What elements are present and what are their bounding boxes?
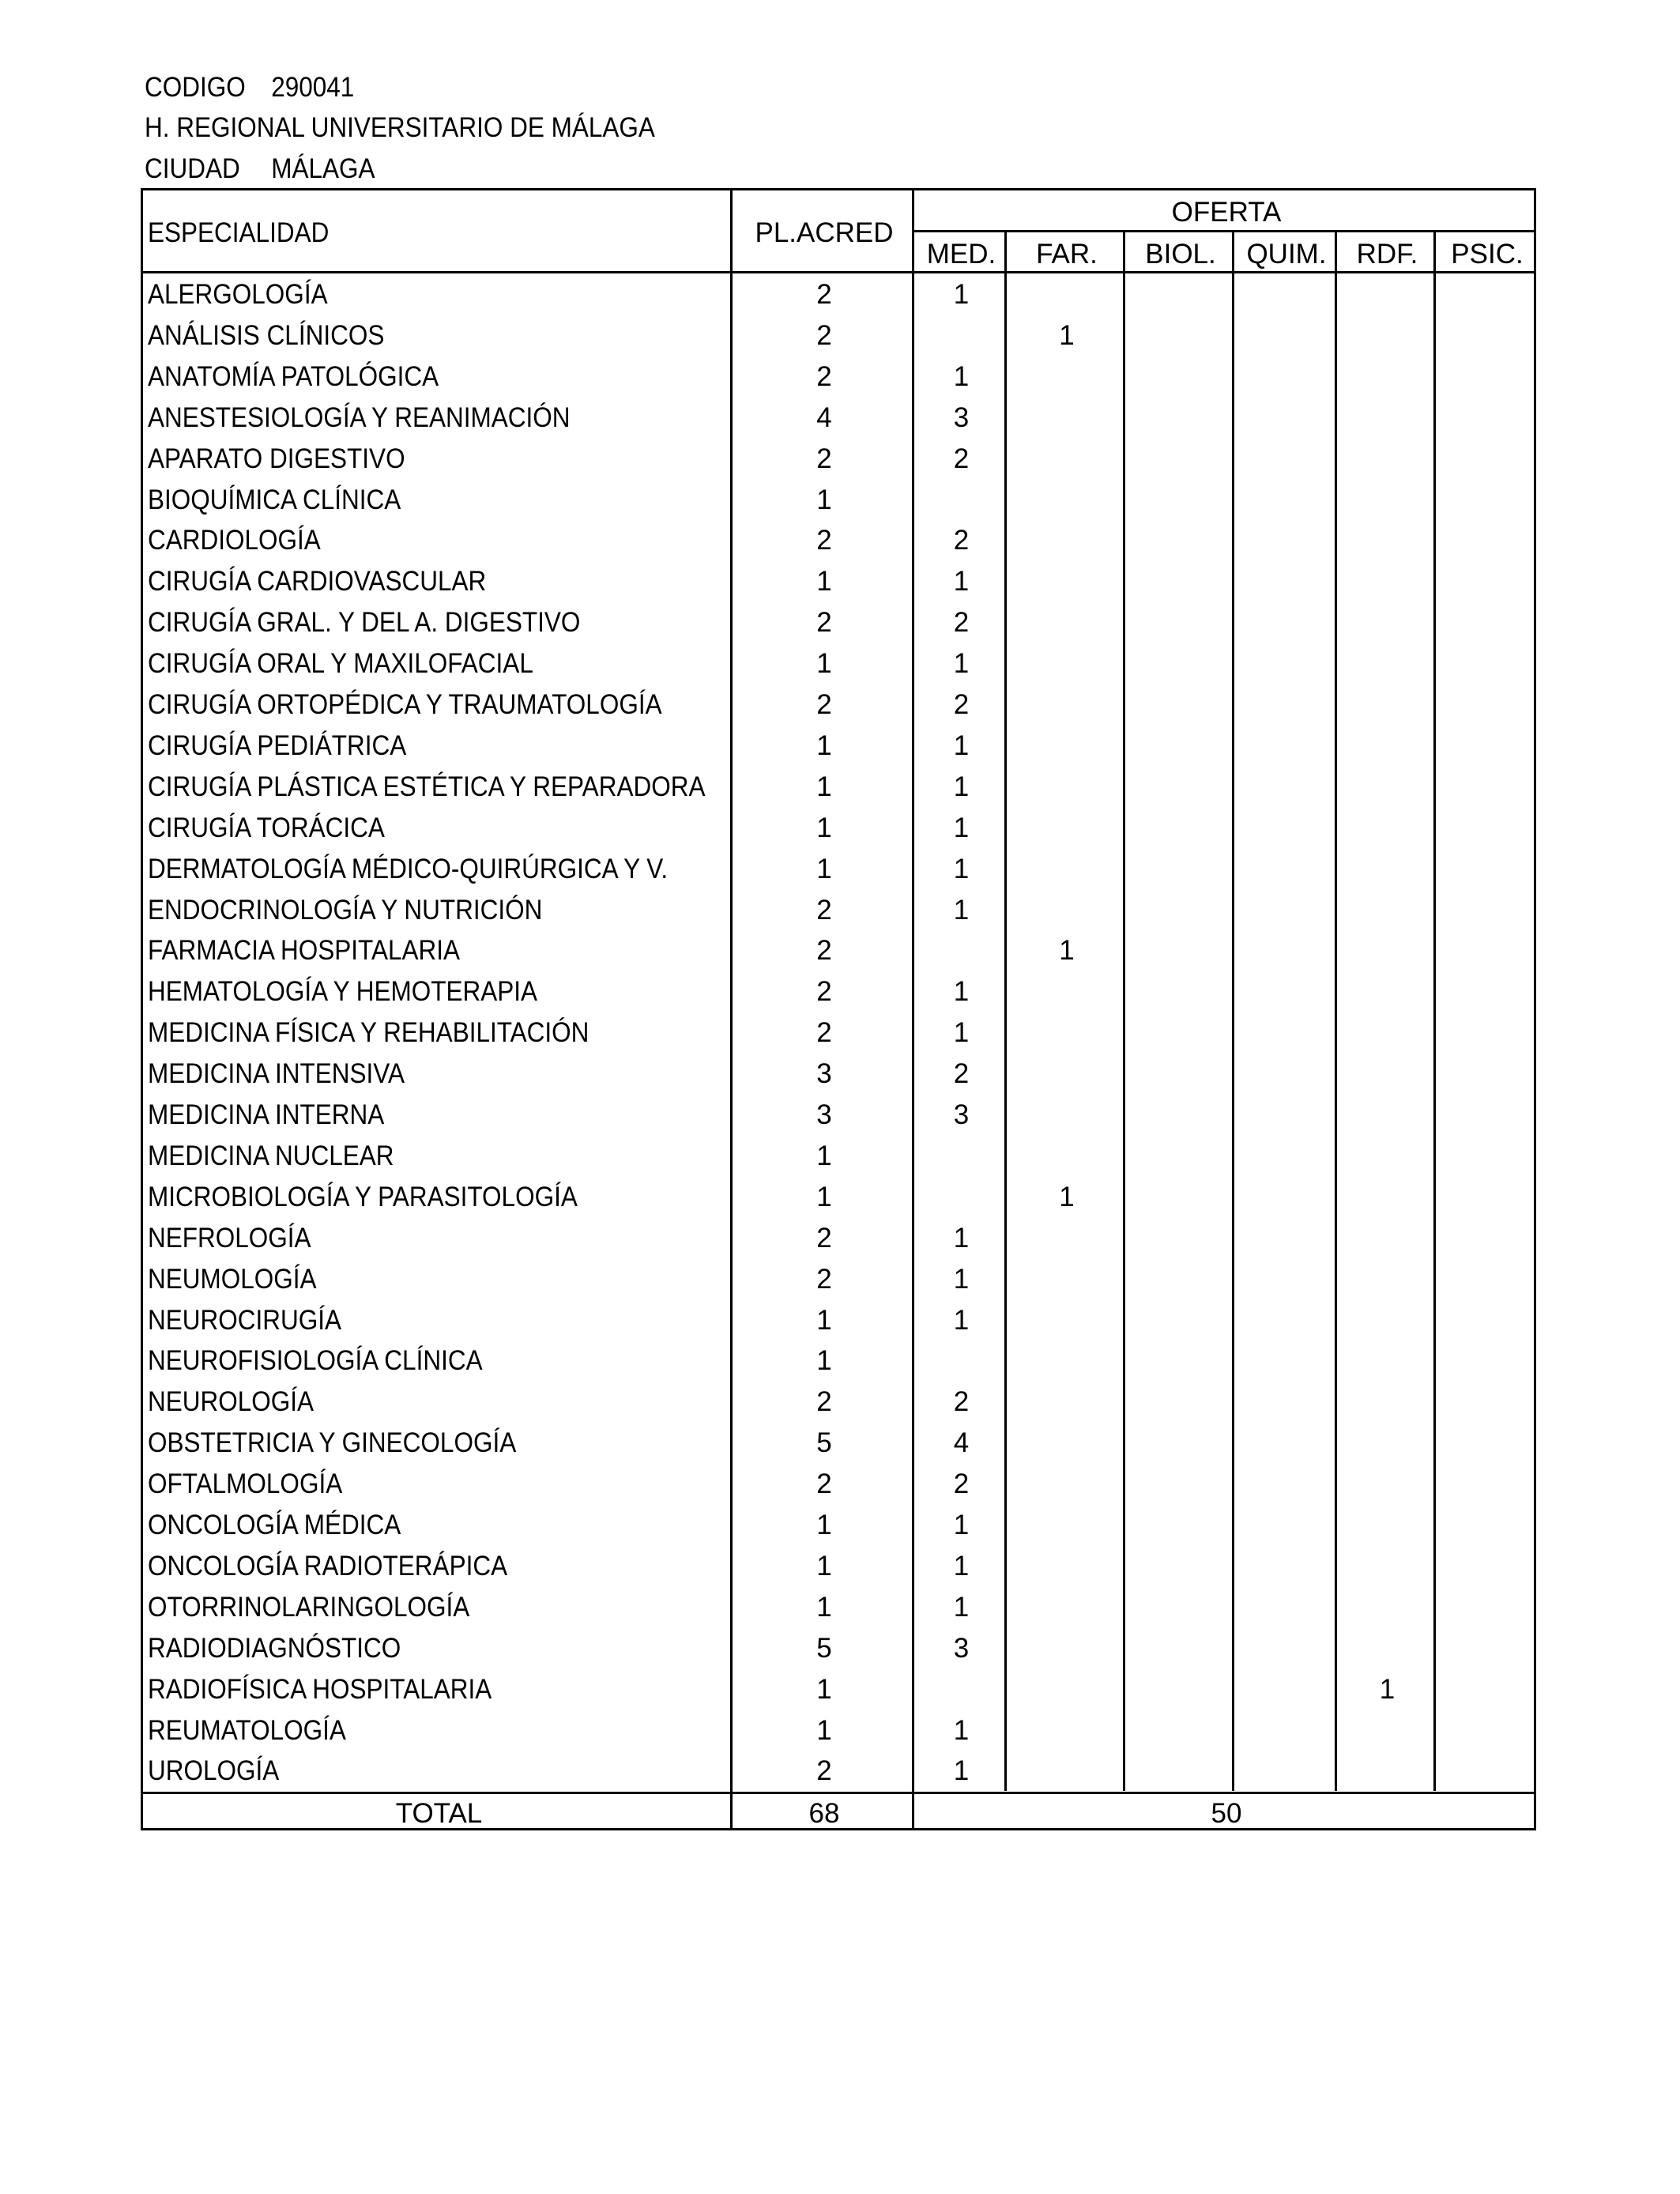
row-placred: 2 (816, 1468, 832, 1500)
row-med: 3 (953, 1632, 970, 1664)
row-med: 1 (953, 1263, 970, 1295)
row-placred: 2 (816, 935, 832, 967)
header-sub-med: MED. (926, 239, 996, 270)
row-especialidad: FARMACIA HOSPITALARIA (148, 935, 461, 967)
row-especialidad: ALERGOLOGÍA (148, 279, 328, 310)
row-especialidad: ANÁLISIS CLÍNICOS (148, 319, 385, 351)
row-med: 2 (953, 1058, 970, 1090)
row-far: 1 (1059, 935, 1075, 967)
row-placred: 5 (816, 1427, 832, 1459)
row-placred: 1 (816, 1181, 832, 1212)
row-especialidad: ENDOCRINOLOGÍA Y NUTRICIÓN (148, 894, 543, 925)
row-especialidad: MEDICINA INTERNA (148, 1099, 385, 1130)
row-med: 1 (953, 279, 970, 310)
row-especialidad: RADIODIAGNÓSTICO (148, 1632, 401, 1664)
row-med: 2 (953, 443, 970, 474)
header-sub-far: FAR. (1036, 239, 1098, 270)
row-especialidad: CIRUGÍA PEDIÁTRICA (148, 729, 407, 761)
row-especialidad: BIOQUÍMICA CLÍNICA (148, 484, 401, 515)
row-especialidad: CIRUGÍA ORAL Y MAXILOFACIAL (148, 648, 533, 680)
codigo-value: 290041 (271, 72, 355, 103)
row-especialidad: MEDICINA INTENSIVA (148, 1058, 405, 1090)
ciudad-value: MÁLAGA (271, 153, 375, 184)
row-especialidad: OFTALMOLOGÍA (148, 1468, 343, 1500)
row-placred: 4 (816, 401, 832, 433)
row-placred: 1 (816, 1550, 832, 1581)
row-placred: 1 (816, 812, 832, 843)
divider-especialidad-placred (730, 190, 733, 1830)
row-med: 1 (953, 1017, 970, 1049)
row-placred: 2 (816, 1386, 832, 1418)
row-placred: 1 (816, 1510, 832, 1540)
row-med: 1 (953, 853, 970, 884)
row-med: 1 (953, 1510, 970, 1540)
row-med: 1 (953, 1714, 970, 1746)
row-med: 1 (953, 976, 970, 1008)
row-especialidad: ANATOMÍA PATOLÓGICA (148, 360, 439, 392)
row-med: 4 (953, 1427, 970, 1459)
total-oferta: 50 (1211, 1798, 1242, 1830)
header-sub-biol: BIOL. (1145, 239, 1216, 270)
row-med: 1 (953, 360, 970, 392)
row-especialidad: REUMATOLOGÍA (148, 1714, 346, 1746)
hospital-name: H. REGIONAL UNIVERSITARIO DE MÁLAGA (145, 112, 655, 143)
header-sub-quim: QUIM. (1246, 239, 1327, 270)
row-med: 3 (953, 401, 970, 433)
row-med: 2 (953, 1468, 970, 1500)
row-placred: 1 (816, 853, 832, 884)
row-placred: 2 (816, 607, 832, 639)
divider-oferta-subcolumn (1335, 231, 1337, 1791)
row-especialidad: ANESTESIOLOGÍA Y REANIMACIÓN (148, 401, 571, 433)
row-especialidad: HEMATOLOGÍA Y HEMOTERAPIA (148, 976, 538, 1008)
row-especialidad: DERMATOLOGÍA MÉDICO-QUIRÚRGICA Y V. (148, 853, 669, 884)
row-med: 1 (953, 771, 970, 802)
row-placred: 2 (816, 1017, 832, 1049)
row-med: 2 (953, 689, 970, 720)
row-placred: 2 (816, 689, 832, 720)
row-especialidad: CIRUGÍA ORTOPÉDICA Y TRAUMATOLOGÍA (148, 689, 662, 720)
row-placred: 1 (816, 1345, 832, 1377)
row-especialidad: NEUROCIRUGÍA (148, 1304, 342, 1336)
row-placred: 2 (816, 443, 832, 474)
plazas-table (141, 188, 1536, 1830)
row-placred: 2 (816, 976, 832, 1008)
header-sub-rdf: RDF. (1356, 239, 1418, 270)
row-placred: 1 (816, 1140, 832, 1171)
row-med: 1 (953, 566, 970, 598)
row-med: 1 (953, 729, 970, 761)
divider-oferta-header (913, 230, 1535, 232)
row-placred: 2 (816, 360, 832, 392)
row-rdf: 1 (1379, 1673, 1396, 1705)
row-placred: 2 (816, 1755, 832, 1787)
row-med: 1 (953, 1755, 970, 1787)
row-far: 1 (1059, 1181, 1075, 1212)
row-placred: 5 (816, 1632, 832, 1664)
row-placred: 1 (816, 1714, 832, 1746)
row-placred: 2 (816, 279, 832, 310)
divider-placred-oferta (912, 190, 914, 1830)
row-med: 1 (953, 894, 970, 925)
row-placred: 1 (816, 729, 832, 761)
row-placred: 1 (816, 484, 832, 515)
header-oferta: OFERTA (1171, 197, 1282, 228)
row-med: 1 (953, 1222, 970, 1253)
ciudad-label: CIUDAD (145, 153, 240, 184)
divider-oferta-subcolumn (1433, 231, 1436, 1791)
row-placred: 1 (816, 1673, 832, 1705)
row-especialidad: CIRUGÍA TORÁCICA (148, 812, 385, 843)
row-especialidad: CIRUGÍA PLÁSTICA ESTÉTICA Y REPARADORA (148, 771, 706, 802)
row-far: 1 (1059, 319, 1075, 351)
row-especialidad: NEUMOLOGÍA (148, 1263, 317, 1295)
row-placred: 3 (816, 1099, 832, 1130)
row-med: 2 (953, 525, 970, 556)
row-especialidad: ONCOLOGÍA RADIOTERÁPICA (148, 1550, 508, 1581)
row-placred: 1 (816, 1591, 832, 1623)
divider-total-top (142, 1792, 1535, 1794)
divider-oferta-subcolumn (1232, 231, 1234, 1791)
row-placred: 2 (816, 1222, 832, 1253)
row-med: 2 (953, 1386, 970, 1418)
row-especialidad: NEFROLOGÍA (148, 1222, 311, 1253)
total-placred: 68 (808, 1798, 840, 1830)
ciudad-line (145, 153, 375, 185)
row-especialidad: RADIOFÍSICA HOSPITALARIA (148, 1673, 492, 1705)
row-especialidad: NEUROLOGÍA (148, 1386, 315, 1418)
divider-oferta-subcolumn (1123, 231, 1125, 1791)
header-placred: PL.ACRED (755, 217, 894, 248)
divider-header-bottom (142, 271, 1535, 273)
row-especialidad: CIRUGÍA GRAL. Y DEL A. DIGESTIVO (148, 607, 581, 639)
header-sub-psic: PSIC. (1451, 239, 1524, 270)
row-especialidad: CIRUGÍA CARDIOVASCULAR (148, 566, 487, 598)
row-especialidad: MEDICINA FÍSICA Y REHABILITACIÓN (148, 1017, 590, 1049)
row-placred: 3 (816, 1058, 832, 1090)
row-placred: 1 (816, 566, 832, 598)
row-placred: 1 (816, 771, 832, 802)
row-especialidad: MEDICINA NUCLEAR (148, 1140, 394, 1171)
row-placred: 2 (816, 525, 832, 556)
codigo-line (145, 72, 355, 104)
row-med: 2 (953, 607, 970, 639)
row-especialidad: MICROBIOLOGÍA Y PARASITOLOGÍA (148, 1181, 578, 1212)
row-especialidad: CARDIOLOGÍA (148, 525, 321, 556)
row-especialidad: OBSTETRICIA Y GINECOLOGÍA (148, 1427, 517, 1459)
row-placred: 1 (816, 1304, 832, 1336)
row-med: 1 (953, 812, 970, 843)
row-especialidad: OTORRINOLARINGOLOGÍA (148, 1591, 470, 1623)
codigo-label: CODIGO (145, 72, 246, 103)
row-med: 1 (953, 1591, 970, 1623)
row-placred: 2 (816, 1263, 832, 1295)
row-med: 1 (953, 1304, 970, 1336)
row-placred: 2 (816, 319, 832, 351)
row-placred: 2 (816, 894, 832, 925)
total-label: TOTAL (395, 1798, 483, 1830)
row-especialidad: NEUROFISIOLOGÍA CLÍNICA (148, 1345, 483, 1377)
row-med: 1 (953, 648, 970, 680)
row-especialidad: ONCOLOGÍA MÉDICA (148, 1510, 401, 1540)
row-especialidad: APARATO DIGESTIVO (148, 443, 405, 474)
row-med: 1 (953, 1550, 970, 1581)
row-med: 3 (953, 1099, 970, 1130)
header-especialidad: ESPECIALIDAD (148, 217, 330, 248)
row-especialidad: UROLOGÍA (148, 1755, 280, 1787)
row-placred: 1 (816, 648, 832, 680)
